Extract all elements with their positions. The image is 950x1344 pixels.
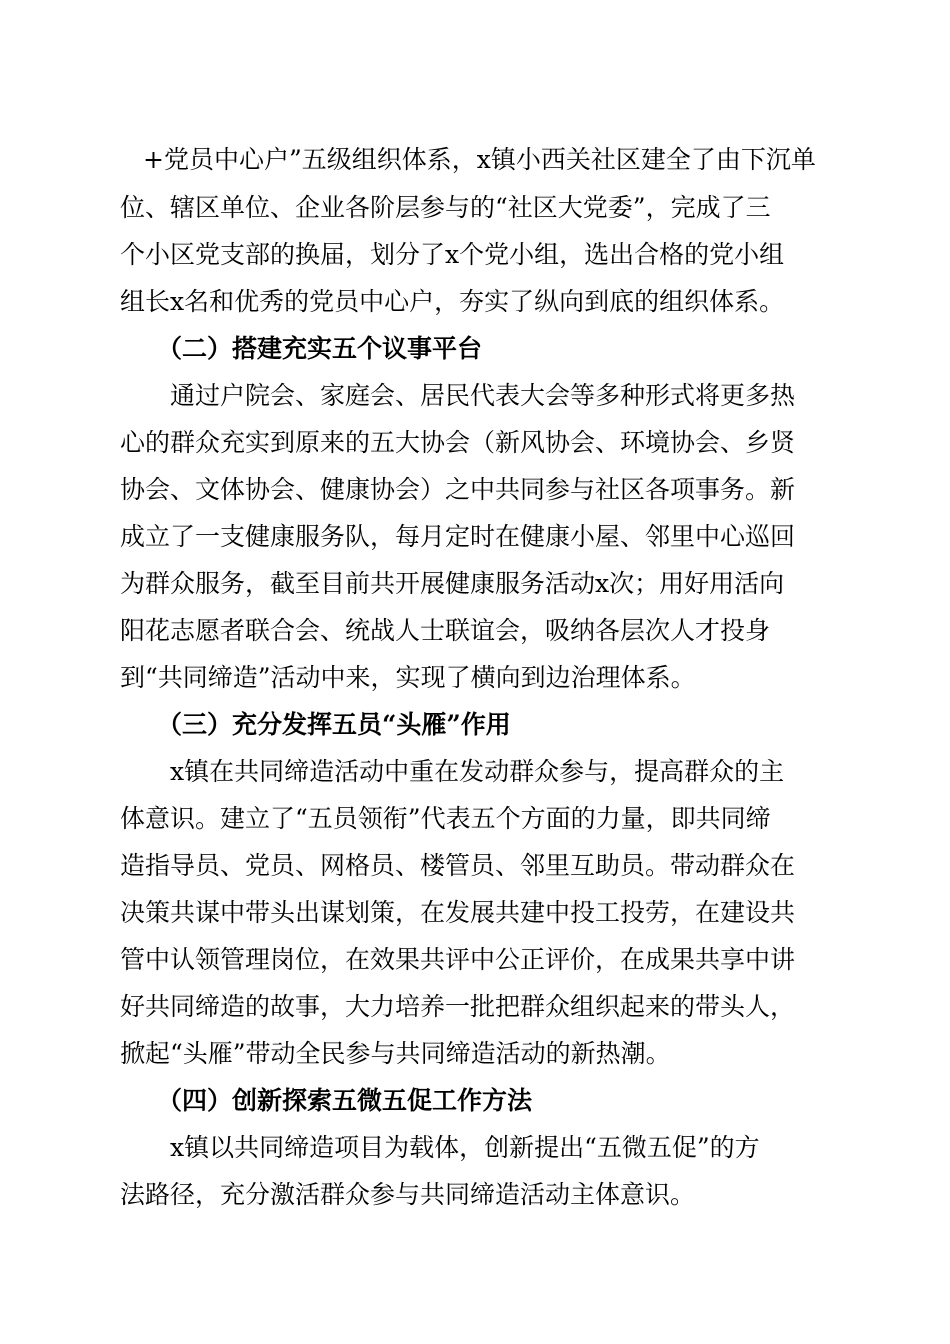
text-line xyxy=(0,140,950,180)
text-line xyxy=(0,1128,950,1168)
line-text: 个小区党支部的换届，划分了x个党小组，选出合格的党小组 xyxy=(120,240,785,269)
section-heading xyxy=(0,705,950,745)
text-line xyxy=(0,752,950,792)
line-text: 决策共谋中带头出谋划策，在发展共建中投工投劳，在建设共 xyxy=(120,898,796,927)
text-line xyxy=(0,1175,950,1215)
line-text: 位、辖区单位、企业各阶层参与的“社区大党委”，完成了三 xyxy=(120,193,771,222)
line-text: 协会、文体协会、健康协会）之中共同参与社区各项事务。新 xyxy=(120,475,796,504)
line-text: x镇在共同缔造活动中重在发动群众参与，提高群众的主 xyxy=(170,757,785,786)
text-line xyxy=(0,799,950,839)
heading-text: （三）充分发挥五员“头雁”作用 xyxy=(157,710,511,739)
line-text: 体意识。建立了“五员领衔”代表五个方面的力量，即共同缔 xyxy=(120,804,771,833)
text-line xyxy=(0,235,950,275)
line-text: 掀起“头雁”带动全民参与共同缔造活动的新热潮。 xyxy=(120,1039,671,1068)
text-line xyxy=(0,188,950,228)
text-line xyxy=(0,517,950,557)
line-text: 阳花志愿者联合会、统战人士联谊会，吸纳各层次人才投身 xyxy=(120,616,771,645)
heading-text: （四）创新探索五微五促工作方法 xyxy=(157,1086,533,1115)
text-line xyxy=(0,987,950,1027)
line-text: +党员中心户”五级组织体系，x镇小西关社区建全了由下沉单 xyxy=(143,145,816,174)
line-text: 为群众服务，截至目前共开展健康服务活动x次；用好用活向 xyxy=(120,569,785,598)
heading-text: （二）搭建充实五个议事平台 xyxy=(157,334,483,363)
line-text: x镇以共同缔造项目为载体，创新提出“五微五促”的方 xyxy=(170,1133,760,1162)
text-line xyxy=(0,470,950,510)
text-line xyxy=(0,423,950,463)
section-heading xyxy=(0,329,950,369)
text-line xyxy=(0,564,950,604)
text-line xyxy=(0,940,950,980)
line-text: 组长x名和优秀的党员中心户，夯实了纵向到底的组织体系。 xyxy=(120,287,785,316)
line-text: 心的群众充实到原来的五大协会（新风协会、环境协会、乡贤 xyxy=(120,428,796,457)
text-line xyxy=(0,846,950,886)
text-line xyxy=(0,1034,950,1074)
line-text: 通过户院会、家庭会、居民代表大会等多种形式将更多热 xyxy=(170,381,796,410)
line-text: 好共同缔造的故事，大力培养一批把群众组织起来的带头人， xyxy=(120,992,796,1021)
line-text: 成立了一支健康服务队，每月定时在健康小屋、邻里中心巡回 xyxy=(120,522,796,551)
text-line xyxy=(0,658,950,698)
line-text: 造指导员、党员、网格员、楼管员、邻里互助员。带动群众在 xyxy=(120,851,796,880)
section-heading xyxy=(0,1081,950,1121)
text-line xyxy=(0,282,950,322)
line-text: 到“共同缔造”活动中来，实现了横向到边治理体系。 xyxy=(120,663,696,692)
line-text: 法路径，充分激活群众参与共同缔造活动主体意识。 xyxy=(120,1180,696,1209)
text-line xyxy=(0,611,950,651)
text-line xyxy=(0,376,950,416)
text-line xyxy=(0,893,950,933)
line-text: 管中认领管理岗位，在效果共评中公正评价，在成果共享中讲 xyxy=(120,945,796,974)
